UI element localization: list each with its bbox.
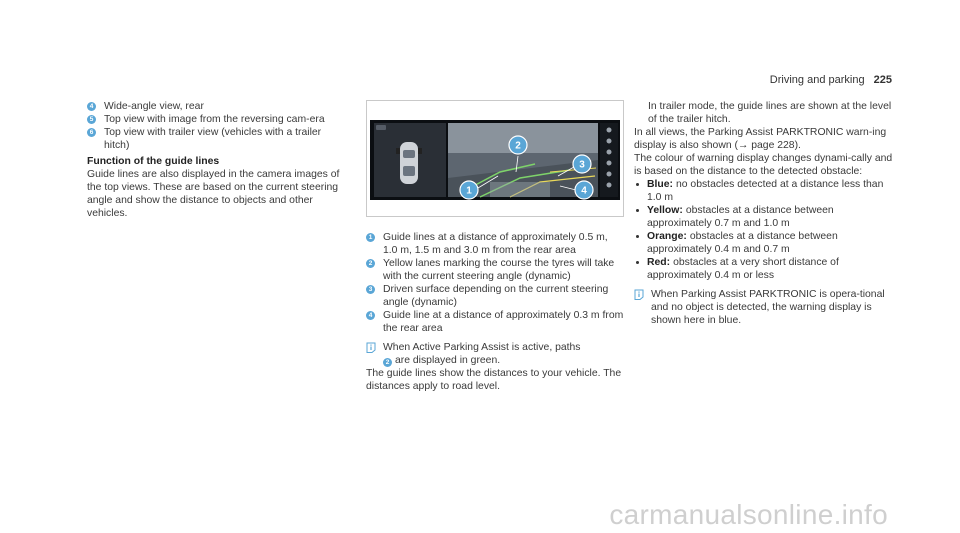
callout-badge: 4 [87,102,96,111]
info-note-text [366,341,624,393]
list-item-text: Guide lines at a distance of approximately 0.5 m, 1.0 m, 1.5 m and 3.0 m from the rear area [383,232,608,256]
body-paragraph: The colour of warning display changes dynami-cally and is based on the distance to the detected obstacle: [634,153,893,177]
bullet-label: Orange: [647,231,687,242]
svg-text:3: 3 [579,159,585,171]
note-text-part1: When Active Parking Assist is active, paths [383,342,581,353]
callout-badge: 6 [87,128,96,137]
svg-text:1: 1 [466,185,472,197]
bullet-text: obstacles at a very short distance of approximately 0.4 m or less [647,257,839,281]
info-note-text: When Parking Assist PARKTRONIC is opera-tional and no object is detected, the warning display is shown here in blue. [651,289,885,326]
list-item-text: Driven surface depending on the current steering angle (dynamic) [383,284,609,308]
callout-badge: 3 [366,285,375,294]
callout-badge: 4 [366,311,375,320]
bullet-dot [636,183,639,186]
info-note [366,341,624,393]
section-heading: Function of the guide lines [87,156,220,167]
view-label-chip [376,125,386,130]
toolbar-icon [607,183,612,188]
toolbar-icon [607,161,612,166]
list-item [366,231,624,257]
section-title: Driving and parking [769,74,865,86]
watermark: carmanualsonline.info [609,499,888,530]
list-item-text: Yellow lanes marking the course the tyres will take with the current steering angle (dynamic) [383,258,615,282]
info-note [634,288,896,327]
page-header [770,74,892,87]
bullet-dot [636,261,639,264]
callout-badge: 2 [383,358,392,367]
list-item [366,283,624,309]
bullet-item [634,204,896,230]
body-paragraph: In all views, the Parking Assist PARKTRONIC warn-ing display is also shown (→ page 228). [634,127,887,151]
bullet-dot [636,235,639,238]
bullet-item [634,256,896,282]
page-number: 225 [873,74,892,86]
info-icon [366,342,376,353]
list-item [87,126,349,152]
note-text-part3: The guide lines show the distances to your vehicle. The distances apply to road level. [366,368,622,392]
bullet-text: no obstacles detected at a distance less than 1.0 m [647,179,884,203]
callout-badge: 1 [366,233,375,242]
callout-badge: 5 [87,115,96,124]
list-item [87,113,349,126]
trailer-mode-paragraph: In trailer mode, the guide lines are shown at the level of the trailer hitch. [648,101,892,125]
info-icon [634,289,644,300]
list-item-text: Top view with trailer view (vehicles with a trailer hitch) [104,127,322,151]
note-text-part2: are displayed in green. [395,355,501,366]
toolbar-icon [607,150,612,155]
bullet-dot [636,209,639,212]
bullet-item [634,230,896,256]
bullet-text: obstacles at a distance between approximately 0.4 m and 0.7 m [647,231,838,255]
bullet-label: Yellow: [647,205,683,216]
list-item-text: Wide-angle view, rear [104,101,204,112]
bullet-label: Blue: [647,179,673,190]
body-paragraph: Guide lines are also displayed in the camera images of the top views. These are based on the current steering angle and show the distance to objects and other vehicles. [87,169,340,219]
toolbar-icon [607,128,612,133]
bullet-text: obstacles at a distance between approximately 0.7 m and 1.0 m [647,205,834,229]
list-item [366,309,624,335]
bullet-label: Red: [647,257,671,268]
callout-badge: 2 [366,259,375,268]
camera-view-illustration [370,120,620,200]
toolbar-icon [607,172,612,177]
bullet-item [634,178,896,204]
column-left [87,100,349,220]
column-right [634,100,896,327]
camera-screen [370,120,620,200]
column-middle [366,100,624,393]
list-item [87,100,349,113]
camera-figure [366,100,624,217]
list-item-text: Top view with image from the reversing cam-era [104,114,325,125]
list-item [366,257,624,283]
svg-text:4: 4 [581,185,587,197]
svg-text:2: 2 [515,140,521,152]
list-item-text: Guide line at a distance of approximately 0.3 m from the rear area [383,310,624,334]
toolbar-icon [607,139,612,144]
